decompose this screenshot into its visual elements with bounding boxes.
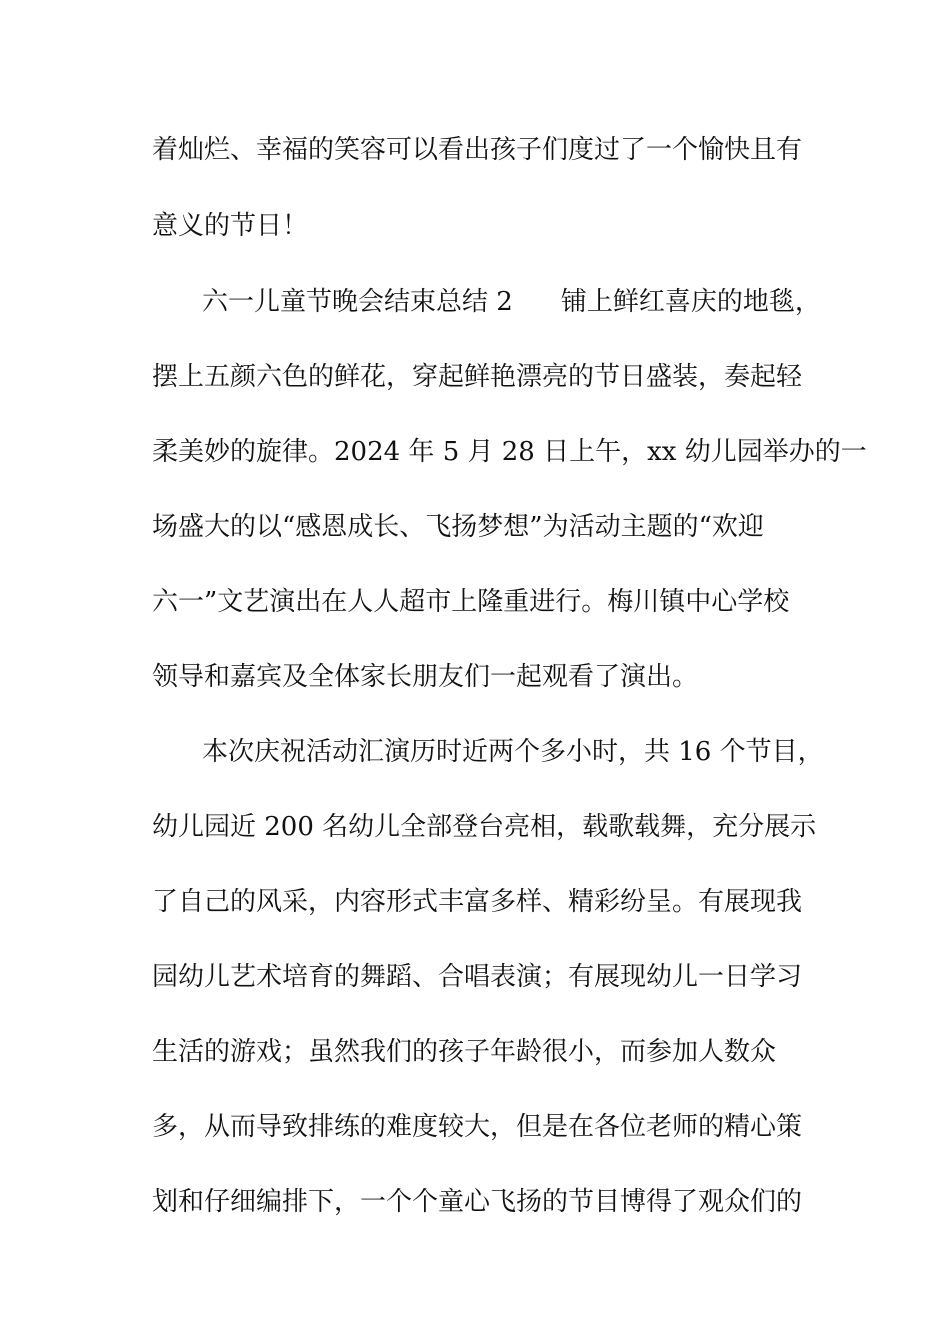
text-line: 生活的游戏；虽然我们的孩子年龄很小，而参加人数众 bbox=[152, 1037, 777, 1067]
paragraph-heading-line bbox=[202, 285, 821, 319]
text-line: 场盛大的以“感恩成长、飞扬梦想”为活动主题的“欢迎 bbox=[152, 512, 764, 542]
text-line: 意义的节日！ bbox=[152, 211, 309, 241]
text-line: 园幼儿艺术培育的舞蹈、合唱表演；有展现幼儿一日学习 bbox=[152, 962, 803, 992]
text-line: 了自己的风采，内容形式丰富多样、精彩纷呈。有展现我 bbox=[152, 887, 803, 917]
text-line: 摆上五颜六色的鲜花，穿起鲜艳漂亮的节日盛装，奏起轻 bbox=[152, 362, 803, 392]
text-line: 铺上鲜红喜庆的地毯， bbox=[560, 287, 821, 317]
text-line: 柔美妙的旋律。2024 年 5 月 28 日上午，xx 幼儿园举办的一 bbox=[152, 437, 867, 467]
text-line: 划和仔细编排下，一个个童心飞扬的节目博得了观众们的 bbox=[152, 1187, 803, 1217]
text-line: 着灿烂、幸福的笑容可以看出孩子们度过了一个愉快且有 bbox=[152, 135, 803, 165]
text-line: 幼儿园近 200 名幼儿全部登台亮相，载歌载舞，充分展示 bbox=[152, 812, 817, 842]
section-title: 六一儿童节晚会结束总结 2 bbox=[202, 287, 513, 317]
text-line: 六一”文艺演出在人人超市上隆重进行。梅川镇中心学校 bbox=[152, 587, 790, 617]
text-line: 多，从而导致排练的难度较大，但是在各位老师的精心策 bbox=[152, 1112, 803, 1142]
text-line: 领导和嘉宾及全体家长朋友们一起观看了演出。 bbox=[152, 662, 699, 692]
text-line: 本次庆祝活动汇演历时近两个多小时，共 16 个节目， bbox=[202, 737, 824, 767]
